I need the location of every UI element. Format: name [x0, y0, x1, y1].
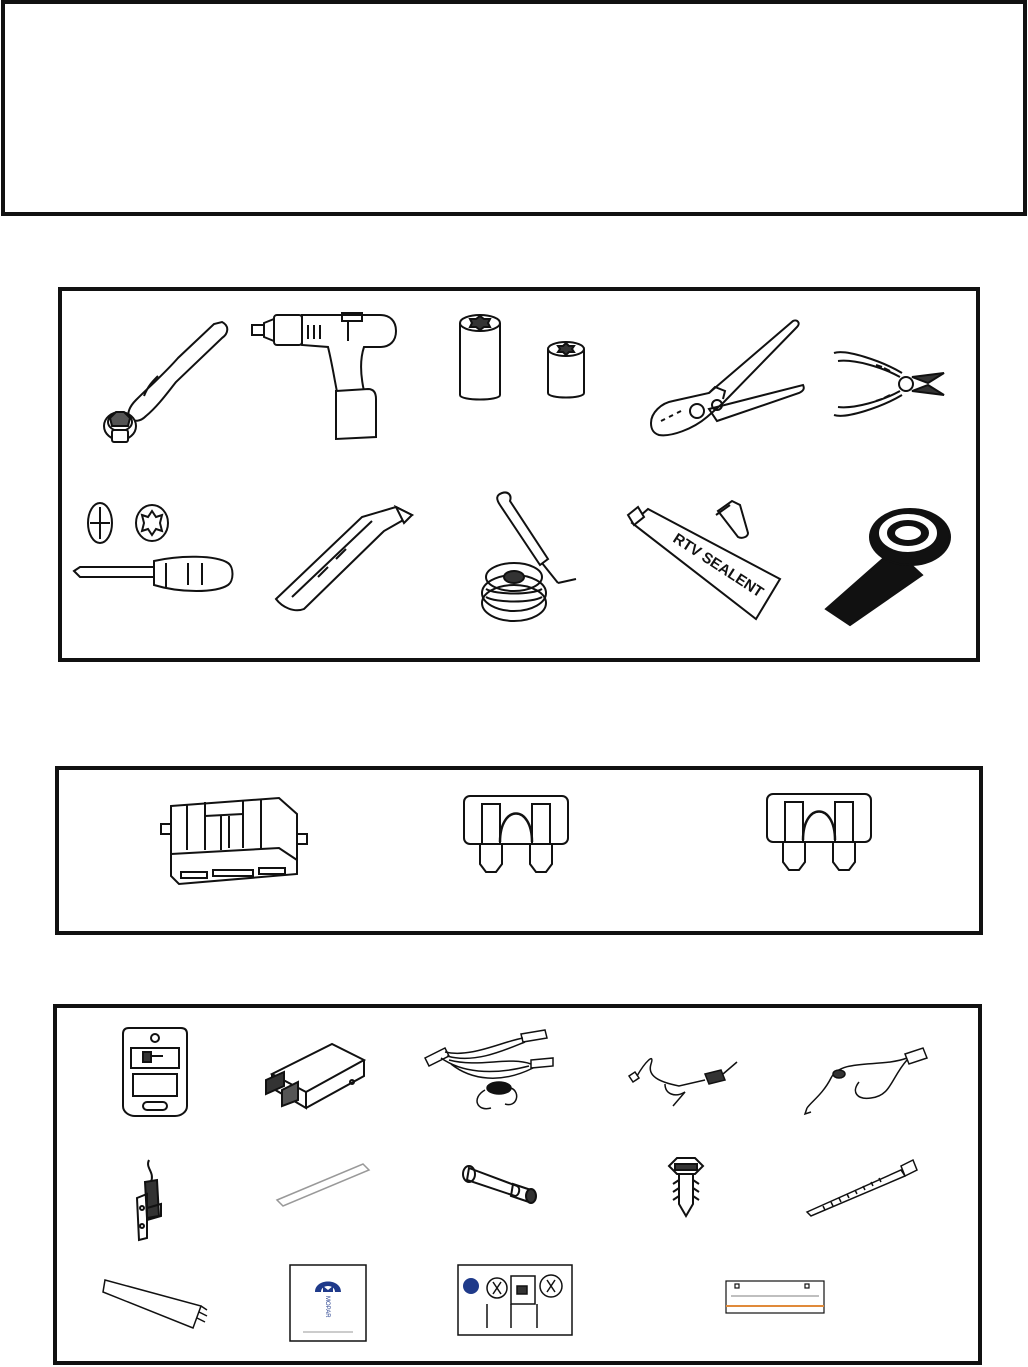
- parts-box: [55, 766, 983, 935]
- antenna-cable-icon: [625, 1048, 740, 1110]
- socket-icon: [454, 311, 594, 406]
- key-fob-icon: [121, 1026, 189, 1118]
- mopar-manual-icon: [289, 1264, 367, 1342]
- wire-harness-icon: [421, 1028, 556, 1114]
- fuse-icon: [462, 794, 570, 874]
- wipe-icon: [101, 1270, 216, 1332]
- sealant-tube-icon: [624, 493, 784, 621]
- utility-knife-icon: [272, 503, 417, 613]
- header-box: [1, 0, 1027, 216]
- label-icon: [725, 1280, 825, 1314]
- module-icon: [159, 794, 309, 886]
- sealant-label: RTV SEALENT: [669, 530, 767, 602]
- ratchet-icon: [84, 316, 234, 446]
- push-pin-icon: [665, 1156, 707, 1218]
- crimping-tool-icon: [647, 317, 807, 442]
- tools-required-box: [58, 287, 980, 662]
- kit-contents-box: [53, 1004, 982, 1365]
- soldering-iron-icon: [474, 489, 584, 627]
- tape-roll-icon: [824, 497, 954, 627]
- jumper-harness-icon: [801, 1038, 931, 1118]
- foam-strip-icon: [275, 1160, 370, 1210]
- screwdriver-icon: [70, 501, 235, 606]
- control-module-icon: [262, 1040, 367, 1115]
- fuse-icon: [765, 792, 873, 872]
- wire-cutter-icon: [832, 345, 947, 425]
- svg-text:MOPAR: MOPAR: [324, 1296, 330, 1318]
- drill-icon: [248, 311, 403, 443]
- cable-tie-icon: [805, 1156, 920, 1218]
- instruction-card-icon: [457, 1264, 573, 1336]
- fuse-holder-icon: [461, 1156, 541, 1206]
- bracket-icon: [131, 1158, 171, 1242]
